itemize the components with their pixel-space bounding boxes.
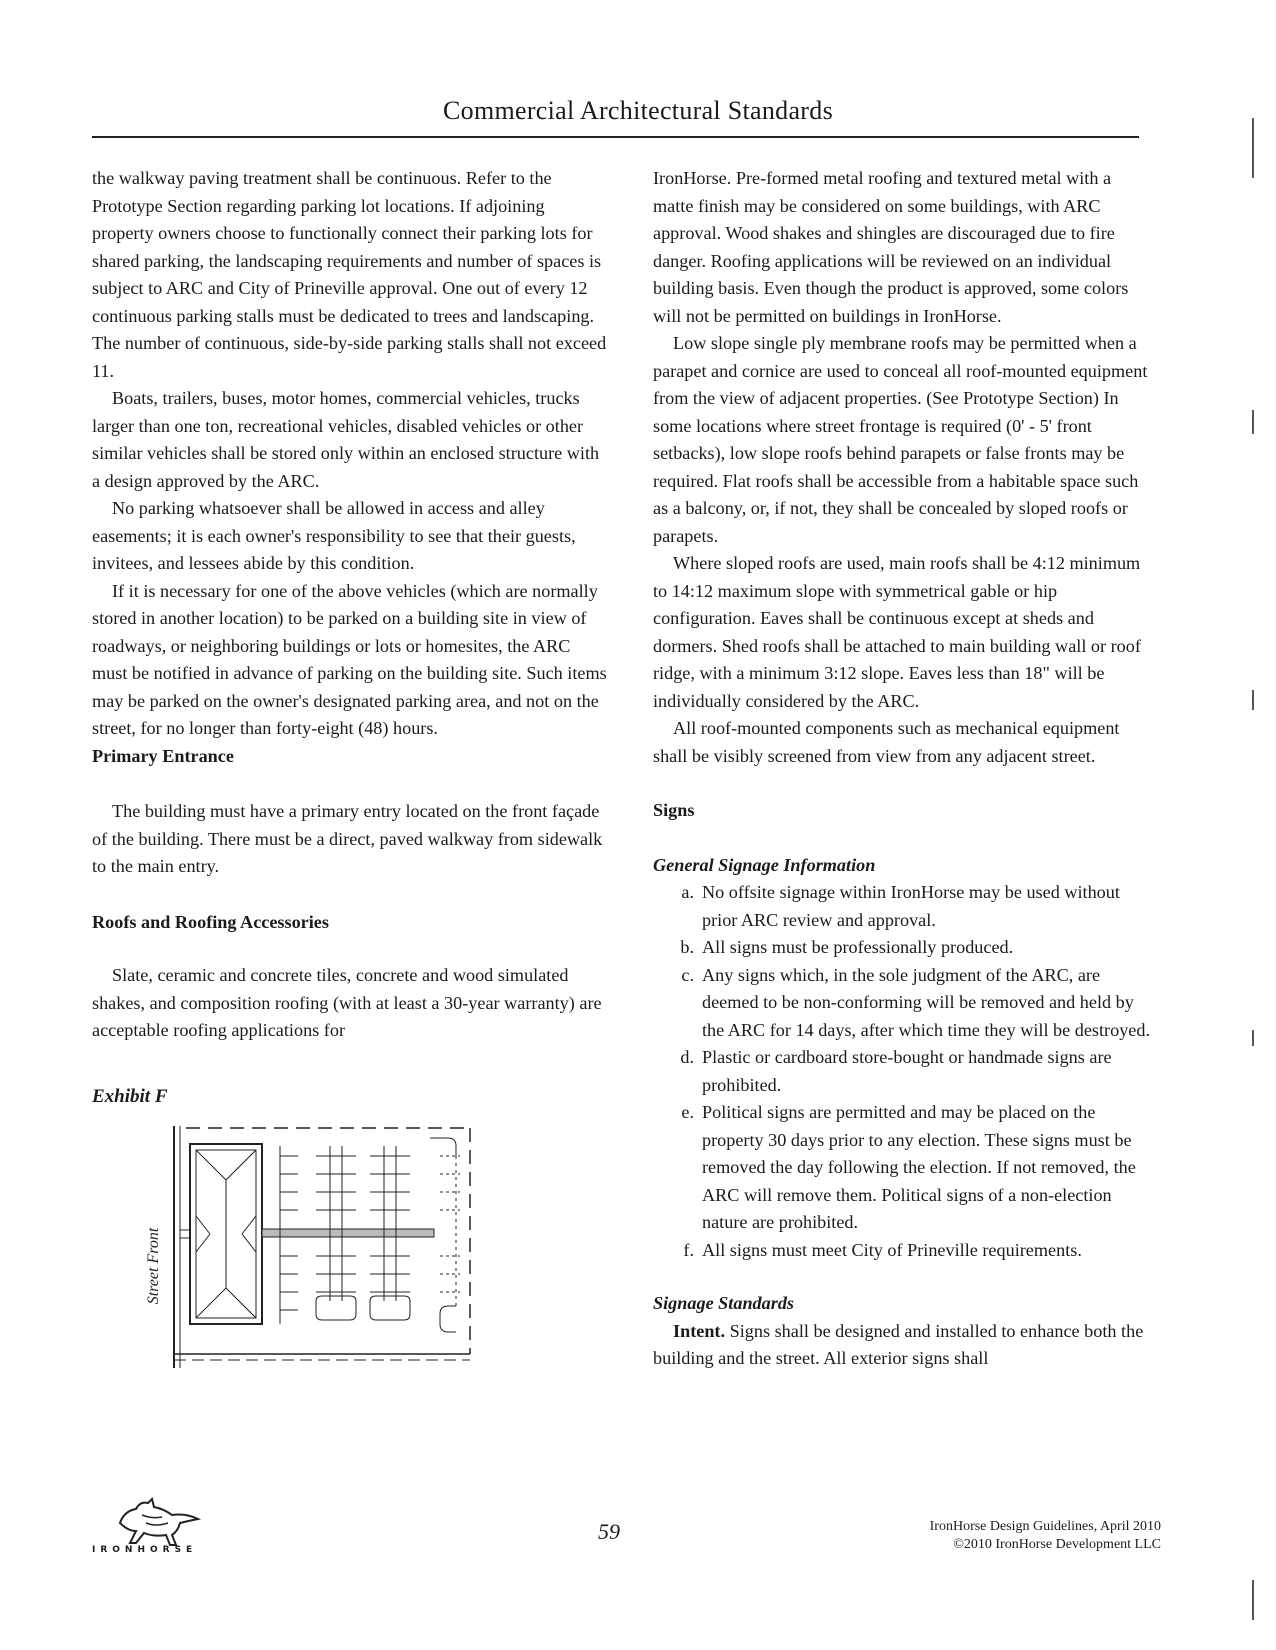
exhibit-label: Exhibit F — [92, 1085, 168, 1107]
exhibit-site-plan — [130, 1116, 550, 1386]
list-item: e. Political signs are permitted and may be placed on the property 30 days prior to any election. These signs must be removed the day following the election. If not removed, the ARC will remove them. Political signs of a non-election nature are prohibited. — [681, 1102, 1136, 1232]
page-title: Commercial Architectural Standards — [443, 96, 833, 125]
street-front-label: Street Front — [145, 1227, 162, 1305]
body-paragraph: Slate, ceramic and concrete tiles, concrete and wood simulated shakes, and composition roofing (with at least a 30-year warranty) are acceptable roofing applications for — [92, 965, 602, 1040]
header-rule — [92, 136, 1139, 138]
intent-text: Signs shall be designed and installed to enhance both the building and the street. All exterior signs shall — [653, 1320, 1144, 1368]
list-item: a. No offsite signage within IronHorse may be used without prior ARC review and approval. — [681, 882, 1120, 930]
ironhorse-logo-icon — [106, 1489, 206, 1549]
left-column — [92, 165, 609, 1305]
list-item: c. Any signs which, in the sole judgment of the ARC, are deemed to be non-conforming will be removed and held by the ARC for 14 days, after which time they will be destroyed. — [681, 964, 1151, 1040]
signage-list — [653, 879, 1153, 1264]
intent-label: Intent. — [673, 1320, 726, 1341]
right-column — [653, 165, 1153, 1373]
page-number: 59 — [598, 1519, 620, 1544]
footer-credit: IronHorse Design Guidelines, April 2010 ©2010 IronHorse Development LLC — [929, 1519, 1161, 1552]
body-paragraph: The building must have a primary entry located on the front façade of the building. There must be a direct, paved walkway from sidewalk to the main entry. — [92, 801, 603, 876]
body-paragraph: Where sloped roofs are used, main roofs shall be 4:12 minimum to 14:12 maximum slope with symmetrical gable or hip configuration. Eaves shall be continuous except at sheds and dormers. Shed roofs shall be attached to main building wall or roof ridge, with a minimum 3:12 slope. Eaves less than 18" will be individually considered by the ARC. — [653, 553, 1141, 711]
roofs-heading: Roofs and Roofing Accessories — [92, 911, 329, 932]
logo-wordmark: IRONHORSE — [92, 1545, 198, 1555]
body-paragraph: If it is necessary for one of the above vehicles (which are normally stored in another location) to be parked on a building site in view of roadways, or neighboring buildings or lots or homesites, the ARC must be notified in advance of parking on the building site. Such items may be parked on the owner's designated parking area, and not on the street, for no longer than forty-eight (48) hours. — [92, 580, 607, 738]
general-signage-heading: General Signage Information — [653, 854, 876, 875]
primary-entrance-heading: Primary Entrance — [92, 745, 234, 766]
body-paragraph: the walkway paving treatment shall be continuous. Refer to the Prototype Section regarding parking lot locations. If adjoining property owners choose to functionally connect their parking lots for shared parking, the landscaping requirements and number of spaces is subject to ARC and City of Prineville approval. One out of every 12 continuous parking stalls must be dedicated to trees and landscaping. The number of continuous, side-by-side parking stalls shall not exceed 11. — [92, 168, 607, 381]
scan-margin-marks — [1248, 0, 1254, 1650]
body-paragraph: No parking whatsoever shall be allowed in access and alley easements; it is each owner's responsibility to see that their guests, invitees, and lessees abide by this condition. — [92, 498, 576, 573]
list-item: d. Plastic or cardboard store-bought or handmade signs are prohibited. — [680, 1047, 1112, 1095]
body-paragraph: IronHorse. Pre-formed metal roofing and textured metal with a matte finish may be considered on some buildings, with ARC approval. Wood shakes and shingles are discouraged due to fire danger. Roofing applications will be reviewed on an individual building basis. Even though the product is approved, some colors will not be permitted on buildings in IronHorse. — [653, 168, 1129, 326]
intent-paragraph — [653, 1318, 1153, 1373]
body-paragraph: Low slope single ply membrane roofs may be permitted when a parapet and cornice are used to conceal all roof-mounted equipment from the view of adjacent properties. (See Prototype Section) In some locations where street frontage is required (0' - 5' front setbacks), low slope roofs behind parapets or false fronts may be required. Flat roofs shall be accessible from a habitable space such as a balcony, or, if not, they shall be concealed by sloped roofs or parapets. — [653, 333, 1148, 546]
list-item: f. All signs must meet City of Prineville requirements. — [683, 1239, 1082, 1260]
body-paragraph: All roof-mounted components such as mechanical equipment shall be visibly screened from view from any adjacent street. — [653, 718, 1120, 766]
signs-heading: Signs — [653, 800, 695, 820]
signage-standards-heading: Signage Standards — [653, 1293, 794, 1313]
list-item: b. All signs must be professionally produced. — [680, 937, 1014, 957]
body-paragraph: Boats, trailers, buses, motor homes, commercial vehicles, trucks larger than one ton, recreational vehicles, disabled vehicles or other similar vehicles shall be stored only within an enclosed structure with a design approved by the ARC. — [92, 388, 600, 491]
